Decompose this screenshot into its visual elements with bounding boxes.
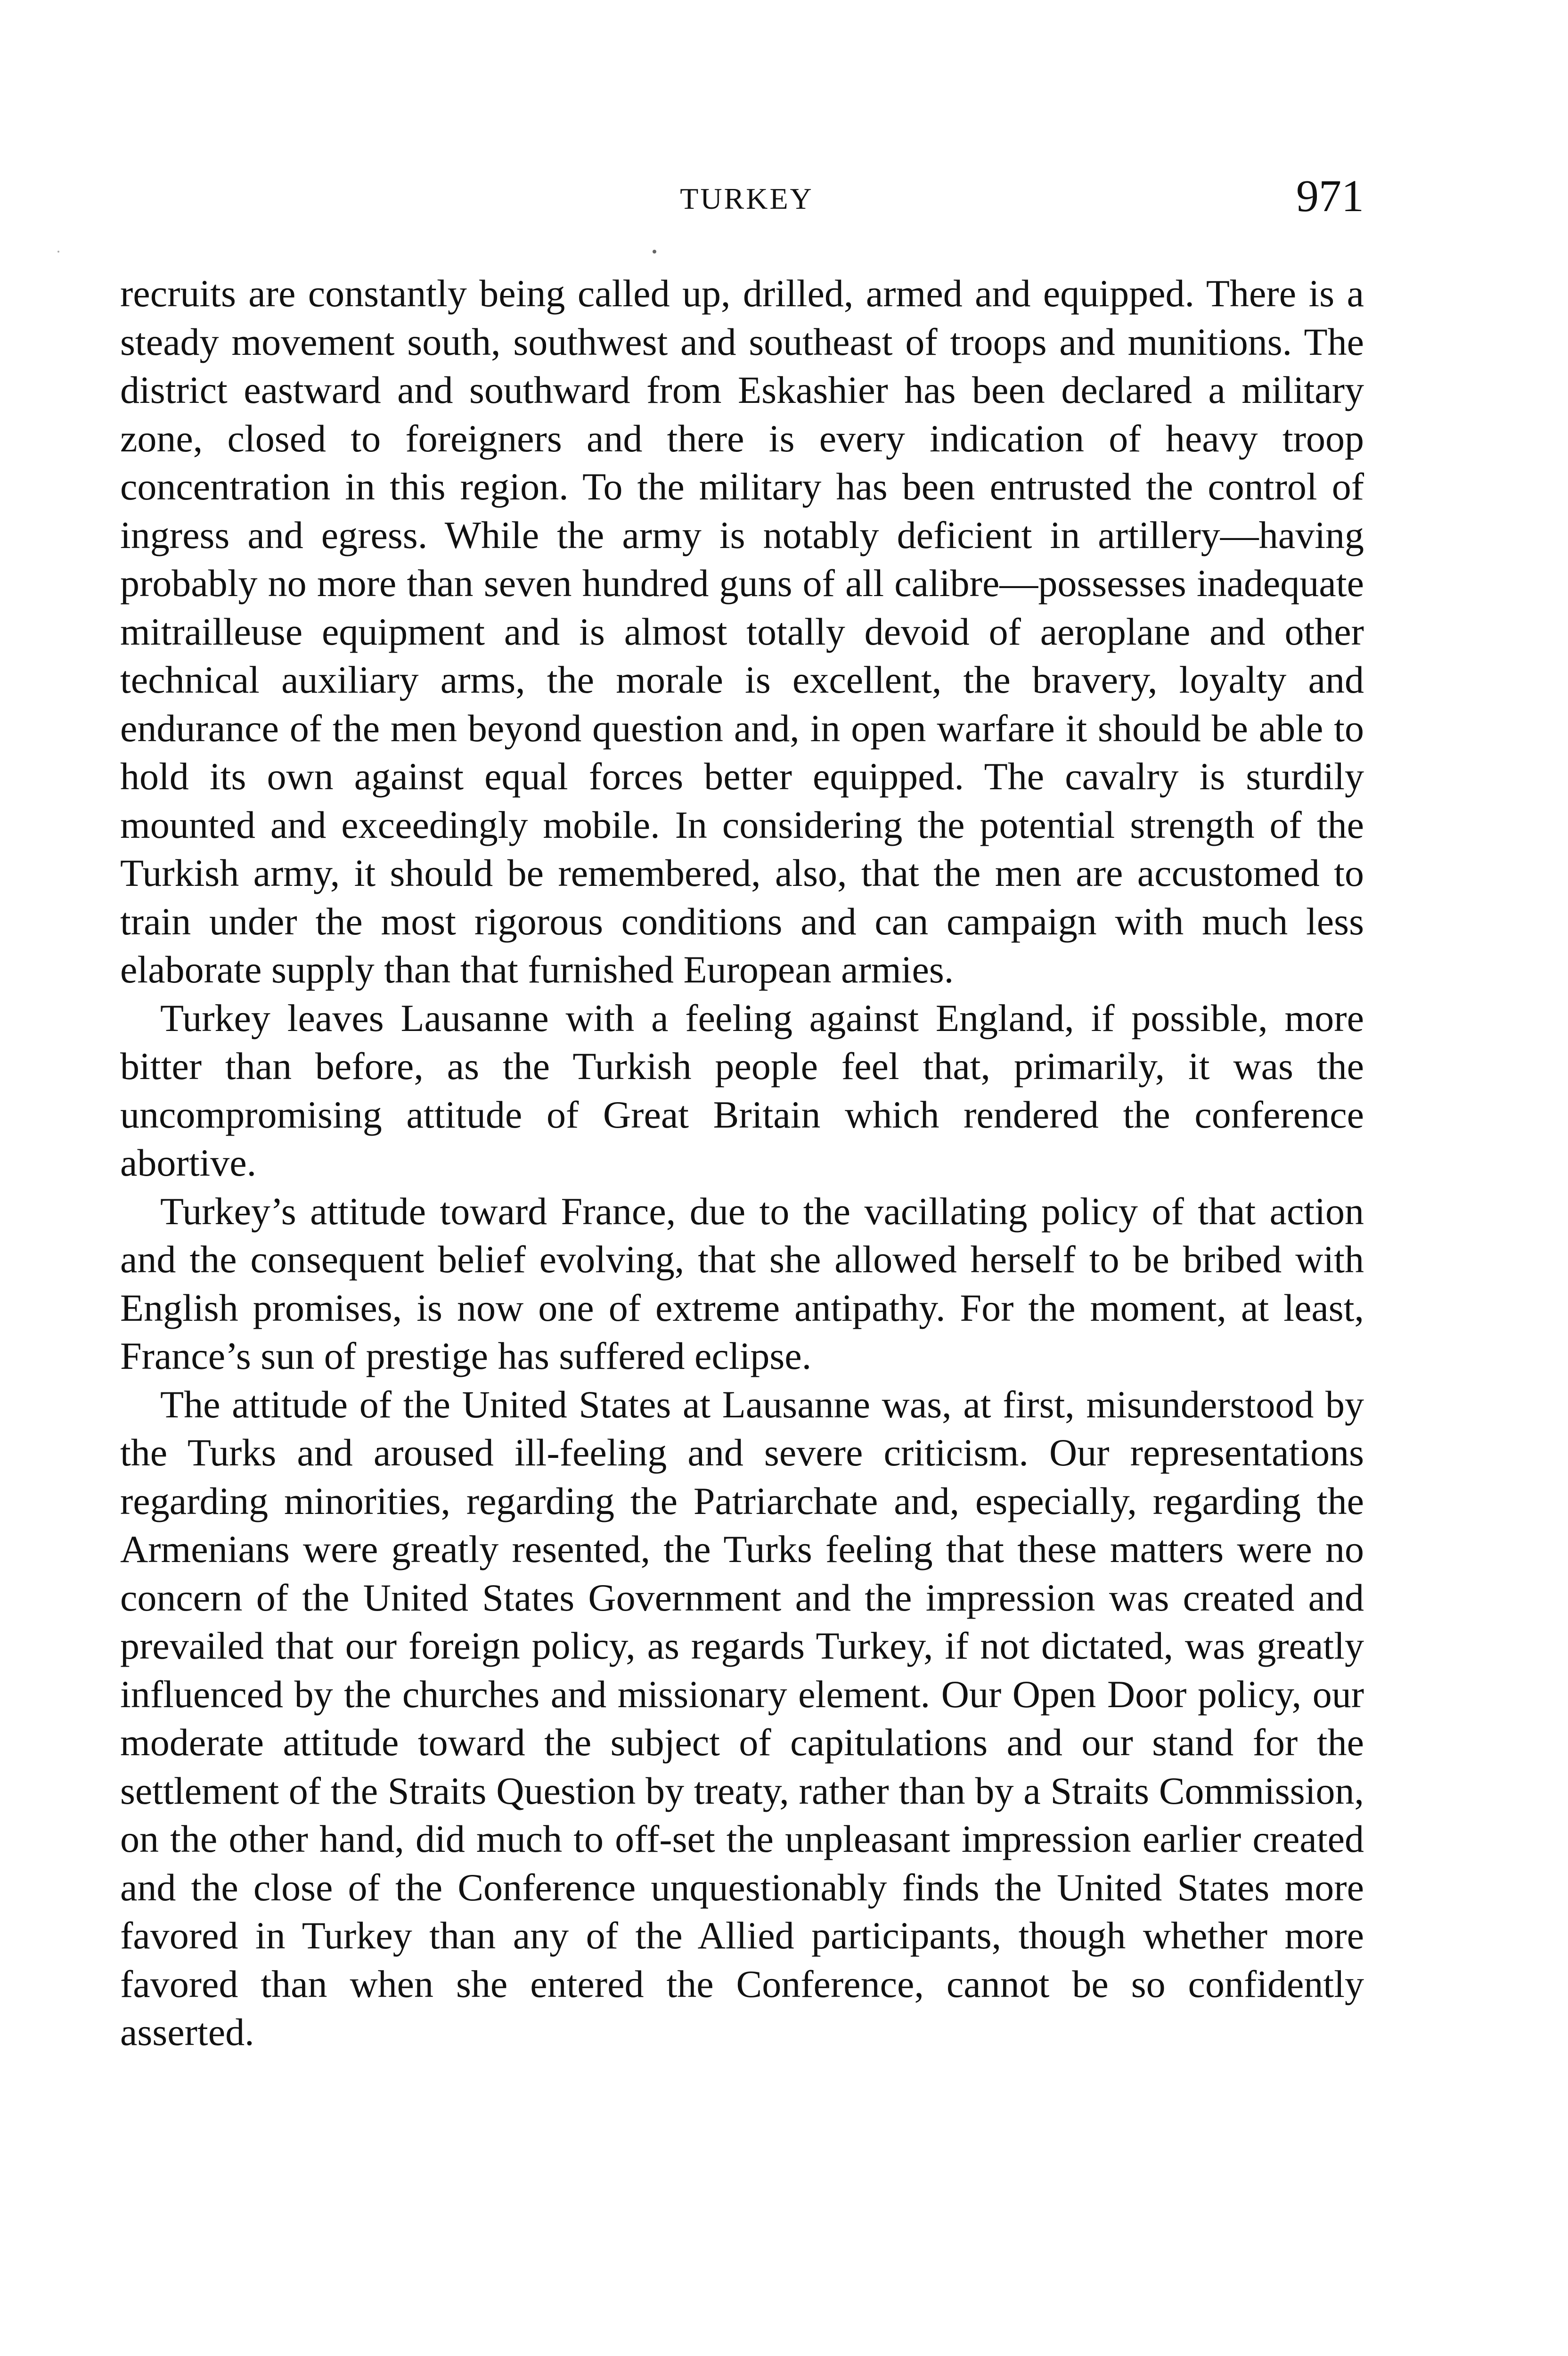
paragraph-troop-movements: recruits are constantly being called up, drilled, armed and equipped. There is a steady movement south, southwest and southeast of troops and munitions. The district eastward and southward from Eskashier has been declared a military zone, closed to foreigners and there is every indication of heavy troop concentration in this region. To the military has been entrusted the control of ingress and egress. While the army is notably deficient in artillery—having probably no more than seven hundred guns of all calibre—possesses inadequate mitrailleuse equipment and is almost totally devoid of aeroplane and other technical auxiliary arms, the morale is excellent, the bravery, loyalty and endurance of the men beyond question and, in open warfare it should be able to hold its own against equal forces better equipped. The cavalry is sturdily mounted and exceedingly mobile. In considering the potential strength of the Turkish army, it should be remembered, also, that the men are accustomed to train under the most rigorous conditions and can campaign with much less elaborate supply than that furnished European armies. xyxy=(120,272,1364,991)
paragraph-france: Turkey’s attitude toward France, due to the vacillating policy of that action and the consequent belief evolving, that she allowed herself to be bribed with English promises, is now one of extreme antipathy. For the moment, at least, France’s sun of prestige has suffered eclipse. xyxy=(120,1189,1364,1377)
paragraph-united-states: The attitude of the United States at Lausanne was, at first, misunderstood by the Turks and aroused ill-feeling and severe criticism. Our representations regarding minorities, regarding the Patriarchate and, especially, regarding the Armenians were greatly resented, the Turks feeling that these matters were no concern of the United States Government and the impression was created and prevailed that our foreign policy, as regards Turkey, if not dictated, was greatly influenced by the churches and missionary element. Our Open Door policy, our moderate attitude toward the subject of capitulations and our stand for the settlement of the Straits Question by treaty, rather than by a Straits Commission, on the other hand, did much to off-set the unpleasant impression earlier created and the close of the Conference unquestionably finds the United States more favored in Turkey than any of the Allied participants, though whether more favored than when she entered the Conference, cannot be so confidently asserted. xyxy=(120,1383,1364,2053)
page-header xyxy=(120,173,1364,230)
stray-mark xyxy=(653,250,656,254)
paragraph-england: Turkey leaves Lausanne with a feeling against England, if possible, more bitter than before, as the Turkish people feel that, primarily, it was the uncompromising attitude of Great Britain which rendered the conference abortive. xyxy=(120,996,1364,1184)
running-head: TURKEY xyxy=(680,182,814,215)
page-number: 971 xyxy=(1296,171,1364,221)
stray-mark xyxy=(57,251,59,253)
body-text xyxy=(120,270,1364,2057)
